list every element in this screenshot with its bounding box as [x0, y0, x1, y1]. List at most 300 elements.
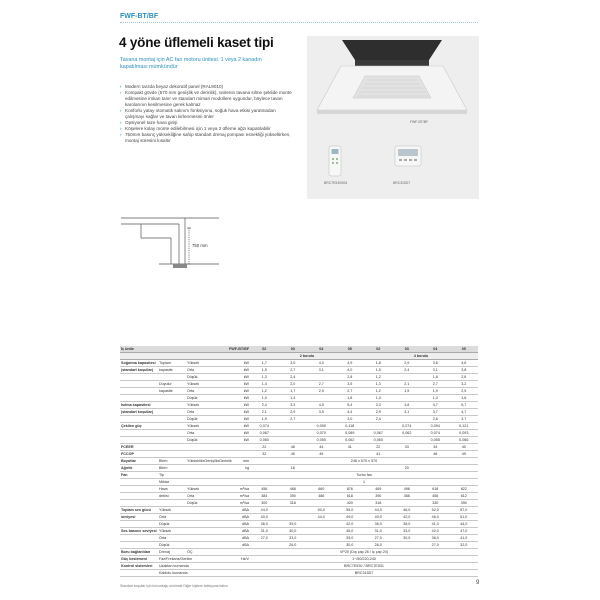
- table-cell: Toplam ses gücü: [120, 507, 158, 514]
- table-cell: Düşük: [186, 500, 228, 507]
- dimension-label: 750 mm: [192, 243, 208, 248]
- table-cell: 5,4: [336, 402, 365, 409]
- table-cell: 44,0: [364, 507, 393, 514]
- table-cell: 1,5: [250, 367, 279, 374]
- table-cell: 31,0: [364, 528, 393, 535]
- table-cell: 456: [421, 493, 450, 500]
- table-cell: 486: [307, 493, 336, 500]
- table-cell: 36,0: [364, 521, 393, 528]
- table-cell: 0,074: [393, 423, 422, 430]
- table-cell: 0,067: [364, 430, 393, 437]
- table-cell: VP20 (Dış çap 26 / İç çap 20): [250, 549, 478, 556]
- table-cell: 2,7: [307, 381, 336, 388]
- table-cell: Faz/Frekans/Gerilim: [159, 557, 193, 561]
- table-cell: Yüksek: [158, 507, 186, 514]
- table-cell: [279, 514, 308, 521]
- table-cell: 876: [336, 486, 365, 493]
- table-cell: 2,0: [307, 388, 336, 395]
- table-cell: 26,0: [364, 542, 393, 549]
- table-cell: 32,0: [450, 542, 479, 549]
- table-cell: 1: [250, 479, 478, 486]
- table-cell: 26,0: [279, 542, 308, 549]
- table-row: [120, 528, 478, 535]
- table-cell: 4,5: [307, 402, 336, 409]
- table-header-cell: 04: [307, 346, 336, 353]
- table-cell: Yüksek: [186, 360, 228, 367]
- table-cell: FCEER: [120, 444, 158, 451]
- table-cell: 3,8: [421, 360, 450, 367]
- table-row: [120, 367, 478, 374]
- table-cell: 2,6: [450, 374, 479, 381]
- table-cell: OÇ: [186, 549, 228, 556]
- table-cell: 22: [250, 444, 279, 451]
- table-cell: 0,060: [250, 437, 279, 444]
- header-divider: [120, 22, 478, 23]
- table-cell: [186, 535, 228, 542]
- table-cell: Güç beslemesi: [120, 556, 158, 563]
- table-cell: [186, 451, 228, 458]
- table-cell: [158, 423, 186, 430]
- table-cell: 48: [421, 451, 450, 458]
- table-cell: [158, 409, 186, 416]
- table-cell: Yüksek: [186, 381, 228, 388]
- table-cell: 3,7: [421, 409, 450, 416]
- table-cell: Isıtma kapasitesi: [120, 402, 158, 409]
- table-cell: Yüksek: [158, 528, 186, 535]
- table-cell: 3,0: [279, 360, 308, 367]
- table-cell: [158, 374, 186, 381]
- table-cell: 318: [279, 500, 308, 507]
- table-cell: 318: [364, 500, 393, 507]
- table-cell: 27,0: [421, 542, 450, 549]
- table-cell: 39,0: [336, 535, 365, 542]
- table-cell: kW: [228, 416, 250, 423]
- table-cell: [186, 472, 228, 479]
- table-cell: Orta: [186, 493, 228, 500]
- table-cell: [279, 430, 308, 437]
- table-cell: Uzaktan kumanda: [159, 564, 189, 568]
- table-cell: [186, 570, 228, 577]
- table-cell: 3,1: [393, 409, 422, 416]
- table-row: [120, 549, 478, 556]
- feature-item: › Modern tarzda beyaz dekoratif panel (RAL9010): [120, 84, 295, 90]
- table-cell: [120, 486, 158, 493]
- table-cell: [186, 465, 228, 472]
- table-cell: 33: [393, 444, 422, 451]
- table-cell: dBA: [228, 521, 250, 528]
- table-cell: Birim: [158, 458, 186, 465]
- table-cell: Düşük: [186, 374, 228, 381]
- table-cell: [307, 500, 336, 507]
- table-cell: 39,0: [279, 521, 308, 528]
- table-cell: [120, 381, 158, 388]
- table-row: [120, 437, 478, 444]
- table-cell: 4,7: [421, 402, 450, 409]
- table-cell: 44: [307, 444, 336, 451]
- table-cell: [120, 542, 158, 549]
- table-row: [120, 514, 478, 521]
- table-cell: [158, 430, 186, 437]
- table-cell: 2,7: [336, 388, 365, 395]
- table-cell: 1,2: [250, 388, 279, 395]
- table-cell: [279, 437, 308, 444]
- table-cell: Boyutlar: [120, 458, 158, 465]
- table-cell: 36,0: [250, 521, 279, 528]
- table-cell: 1,8: [364, 360, 393, 367]
- table-row: [120, 542, 478, 549]
- table-cell: 2,6: [421, 416, 450, 423]
- product-photo-panel: [307, 36, 479, 199]
- table-cell: 468: [279, 486, 308, 493]
- table-cell: 42,0: [421, 528, 450, 535]
- table-cell: 1,0: [250, 395, 279, 402]
- table-cell: kW: [228, 430, 250, 437]
- table-cell: 4,7: [450, 409, 479, 416]
- table-cell: Orta: [186, 409, 228, 416]
- table-cell: [120, 570, 158, 577]
- table-cell: Düşük: [158, 521, 186, 528]
- table-cell: 390: [450, 500, 479, 507]
- table-row: [120, 423, 478, 430]
- table-cell: [364, 423, 393, 430]
- table-cell: 40,0: [279, 528, 308, 535]
- table-cell: Fan: [120, 472, 158, 479]
- table-cell: 390: [279, 493, 308, 500]
- table-cell: dBA: [228, 514, 250, 521]
- table-cell: Düşük: [186, 437, 228, 444]
- table-row: [120, 388, 478, 395]
- table-cell: dBA: [228, 542, 250, 549]
- table-cell: 1,8: [336, 395, 365, 402]
- table-cell: Toplam: [158, 360, 186, 367]
- table-cell: 41,0: [421, 521, 450, 528]
- table-body: [120, 360, 478, 577]
- table-cell: [186, 542, 228, 549]
- table-cell: [279, 423, 308, 430]
- intro-text: Tavana montaj için AC fan motoru ünitesi. 1 veya 2 kanadın kapatılması mümkündür: [120, 57, 262, 70]
- table-cell: [120, 535, 158, 542]
- table-cell: [120, 374, 158, 381]
- table-cell: [120, 395, 158, 402]
- cassette-unit-illustration: [307, 36, 479, 199]
- table-cell: kW: [228, 367, 250, 374]
- table-cell: kW: [228, 360, 250, 367]
- table-cell: [228, 444, 250, 451]
- table-cell: Drenaj: [158, 549, 186, 556]
- table-cell: 0,089: [336, 430, 365, 437]
- table-header-cell: 03: [279, 346, 308, 353]
- table-row: [120, 563, 478, 570]
- table-cell: kW: [228, 395, 250, 402]
- table-cell: 4,6: [450, 360, 479, 367]
- table-cell: [186, 507, 228, 514]
- table-cell: 0,062: [393, 430, 422, 437]
- table-cell: 2,7: [279, 416, 308, 423]
- table-cell: 49: [307, 451, 336, 458]
- table-cell: 1,0: [421, 395, 450, 402]
- table-cell: [120, 479, 158, 486]
- table-cell: 2,7: [421, 381, 450, 388]
- table-cell: 3,1: [421, 367, 450, 374]
- table-cell: [307, 465, 336, 472]
- table-cell: 3,3: [364, 402, 393, 409]
- table-group-label: 2 borulu: [250, 353, 364, 360]
- table-cell: Duyulur: [158, 381, 186, 388]
- table-cell: kapasite: [158, 388, 186, 395]
- table-row: [120, 395, 478, 402]
- table-cell: 3,2: [450, 381, 479, 388]
- table-cell: Düşük: [158, 542, 186, 549]
- table-cell: 30,0: [336, 542, 365, 549]
- table-cell: 57,0: [450, 507, 479, 514]
- table-cell: 1,5: [393, 388, 422, 395]
- table-cell: 1,6: [450, 395, 479, 402]
- table-cell: [186, 479, 228, 486]
- table-cell: 1,3: [250, 374, 279, 381]
- table-cell: kW: [228, 381, 250, 388]
- table-cell: 2,4: [279, 374, 308, 381]
- table-cell: 41,0: [450, 535, 479, 542]
- table-header-cell: 05: [336, 346, 365, 353]
- table-cell: 618: [336, 493, 365, 500]
- table-cell: 3,8: [393, 402, 422, 409]
- table-cell: seviyesi: [120, 514, 158, 521]
- table-cell: m³/sa: [228, 500, 250, 507]
- table-cell: [158, 395, 186, 402]
- table-cell: 0,067: [250, 430, 279, 437]
- table-cell: [120, 437, 158, 444]
- page-number: 9: [476, 580, 480, 586]
- table-cell: 0,070: [307, 430, 336, 437]
- table-cell: 44,0: [307, 514, 336, 521]
- table-cell: (standart koşullar): [120, 409, 158, 416]
- table-cell: 822: [450, 486, 479, 493]
- table-cell: Soğutma kapasitesi: [120, 360, 158, 367]
- table-cell: YükseklikxGenişlikxDerinlik: [187, 459, 232, 463]
- table-cell: 0,055: [421, 437, 450, 444]
- table-cell: [120, 500, 158, 507]
- table-header-cell: 03: [393, 346, 422, 353]
- feature-item: › Kompakt gövde (570 mm genişlik ve derinlik), ünitenin tavana silme şeklide monte edilmesine imkan tanır ve standart mimari modüllere uygundur, böylece tavan karolarının kesilmesine gerek kalmaz: [120, 90, 295, 108]
- table-cell: 1,6: [421, 374, 450, 381]
- table-cell: [158, 437, 186, 444]
- table-row: [120, 535, 478, 542]
- table-row: [120, 381, 478, 388]
- table-cell: 50,0: [307, 507, 336, 514]
- table-cell: mm: [228, 458, 250, 465]
- table-cell: dBA: [228, 535, 250, 542]
- table-cell: 384: [250, 493, 279, 500]
- table-cell: 469: [364, 486, 393, 493]
- table-cell: 330: [421, 500, 450, 507]
- table-cell: Orta: [158, 535, 186, 542]
- table-cell: 45: [279, 451, 308, 458]
- table-cell: dBA: [228, 507, 250, 514]
- table-cell: 456: [250, 486, 279, 493]
- remote-caption: BRC7E530/531: [324, 181, 348, 185]
- table-cell: 0,060: [364, 437, 393, 444]
- table-cell: (standart koşullar): [120, 367, 158, 374]
- table-cell: [120, 521, 158, 528]
- table-row: [120, 486, 478, 493]
- table-cell: Kontrol sistemleri: [120, 563, 158, 570]
- table-cell: m³/sa: [228, 486, 250, 493]
- table-cell: 0,093: [450, 430, 479, 437]
- table-cell: 18: [279, 465, 308, 472]
- table-cell: [158, 500, 186, 507]
- unit-caption: FWF-BT/BF: [410, 120, 429, 124]
- table-cell: 3,8: [450, 367, 479, 374]
- table-cell: [120, 416, 158, 423]
- table-header-cell: İç ünite: [120, 346, 228, 353]
- table-cell: debisi: [158, 493, 186, 500]
- table-cell: 3,5: [336, 381, 365, 388]
- table-cell: 44,0: [250, 507, 279, 514]
- feature-item: › Opsiyonel taze hava girişi: [120, 120, 295, 126]
- table-cell: 55,0: [336, 507, 365, 514]
- table-cell: [158, 451, 186, 458]
- table-cell: Ağırlık: [120, 465, 158, 472]
- table-cell: kapasite: [158, 367, 186, 374]
- table-row: [120, 416, 478, 423]
- table-row: [120, 493, 478, 500]
- table-cell: Orta: [186, 430, 228, 437]
- table-cell: 498: [393, 486, 422, 493]
- table-cell: 4,9: [336, 360, 365, 367]
- table-cell: [421, 465, 450, 472]
- installation-dimension-diagram: [119, 214, 229, 274]
- table-cell: [307, 416, 336, 423]
- table-row: [120, 521, 478, 528]
- table-cell: 33,0: [279, 535, 308, 542]
- table-cell: 2,1: [393, 381, 422, 388]
- table-cell: 1,4: [279, 395, 308, 402]
- table-cell: kW: [228, 437, 250, 444]
- table-cell: Kablolu kumanda: [159, 571, 188, 575]
- table-row: [120, 472, 478, 479]
- table-row: [120, 444, 478, 451]
- table-cell: 1~/50/220-240: [250, 556, 478, 563]
- table-cell: 40: [450, 444, 479, 451]
- table-header-cell: [120, 353, 250, 360]
- table-cell: 1,9: [421, 388, 450, 395]
- table-row: [120, 402, 478, 409]
- table-row: [120, 556, 478, 563]
- table-cell: Boru bağlantıları: [120, 549, 158, 556]
- table-cell: 2,7: [279, 367, 308, 374]
- table-cell: [307, 528, 336, 535]
- table-cell: 420: [336, 500, 365, 507]
- table-cell: 4,0: [336, 367, 365, 374]
- table-cell: 2,9: [393, 360, 422, 367]
- table-cell: 27,0: [364, 535, 393, 542]
- table-cell: Tip: [158, 472, 186, 479]
- table-row: [120, 430, 478, 437]
- table-cell: BRC315D7: [250, 570, 478, 577]
- feature-list: [120, 84, 295, 144]
- table-cell: 1,7: [279, 388, 308, 395]
- table-cell: 3,1: [307, 367, 336, 374]
- table-row: [120, 409, 478, 416]
- table-cell: [250, 465, 279, 472]
- table-cell: [393, 374, 422, 381]
- table-cell: kW: [228, 409, 250, 416]
- table-cell: 20: [393, 465, 422, 472]
- table-cell: 3,3: [279, 402, 308, 409]
- table-cell: [393, 500, 422, 507]
- table-cell: [228, 451, 250, 458]
- table-cell: 49: [450, 451, 479, 458]
- table-cell: 3,5: [307, 409, 336, 416]
- table-cell: [186, 563, 228, 570]
- table-cell: [228, 549, 250, 556]
- table-cell: 2,4: [393, 367, 422, 374]
- remote-caption: BRC315D7: [393, 181, 411, 185]
- feature-item: › Konforlu yatay otomatik salınım fonksiyonu, soğuk hava etkisi yaratmadan çalışmayı sağlar ve tavan kirlenmesini önler: [120, 108, 295, 120]
- table-cell: [186, 528, 228, 535]
- table-cell: kW: [228, 402, 250, 409]
- table-cell: 366: [393, 493, 422, 500]
- table-cell: Yüksek: [186, 402, 228, 409]
- table-cell: 4,4: [336, 409, 365, 416]
- table-cell: 46,0: [421, 514, 450, 521]
- table-cell: [307, 535, 336, 542]
- table-row: [120, 570, 478, 577]
- table-cell: 27,0: [250, 535, 279, 542]
- table-cell: kg: [228, 465, 250, 472]
- table-cell: 49,0: [336, 514, 365, 521]
- table-cell: Düşük: [186, 395, 228, 402]
- table-cell: [393, 395, 422, 402]
- table-row: [120, 500, 478, 507]
- table-cell: Birim: [158, 465, 186, 472]
- table-cell: kW: [228, 374, 250, 381]
- table-cell: 2,8: [336, 374, 365, 381]
- table-row: [120, 465, 478, 472]
- table-cell: 1,3: [364, 381, 393, 388]
- table-cell: 51,0: [450, 514, 479, 521]
- table-cell: 246 x 570 x 570: [250, 458, 478, 465]
- table-cell: [307, 395, 336, 402]
- table-header-cell: 02: [364, 346, 393, 353]
- table-cell: [393, 416, 422, 423]
- table-cell: Düşük: [186, 416, 228, 423]
- table-cell: [450, 465, 479, 472]
- table-header-cell: 04: [421, 346, 450, 353]
- table-cell: 2,4: [250, 402, 279, 409]
- table-cell: Orta: [158, 514, 186, 521]
- table-cell: [120, 388, 158, 395]
- specification-table: [120, 346, 478, 577]
- table-row: [120, 458, 478, 465]
- table-group-row: [120, 353, 478, 360]
- table-cell: 46,0: [393, 507, 422, 514]
- table-cell: Hz/V: [228, 556, 250, 563]
- table-cell: [186, 521, 228, 528]
- table-cell: 42,0: [393, 514, 422, 521]
- footnote: Standart koşullar için bulunduğu sürümde Diğer kişilere tabloyuna bakın: [120, 584, 228, 588]
- table-cell: FCCOP: [120, 451, 158, 458]
- table-cell: 52,0: [421, 507, 450, 514]
- table-row: [120, 374, 478, 381]
- table-cell: 34: [421, 444, 450, 451]
- table-cell: 3,0: [336, 416, 365, 423]
- feature-item: › 750mm basınç yüksekliğine sahip standart drenaj pompası esnekliği yükseltirken, montaj süresini kısaltır: [120, 132, 295, 144]
- table-cell: Miktar: [158, 479, 186, 486]
- header-series-code: FWF-BT/BF: [120, 13, 159, 20]
- table-cell: Yüksek: [186, 486, 228, 493]
- table-cell: 0,066: [450, 437, 479, 444]
